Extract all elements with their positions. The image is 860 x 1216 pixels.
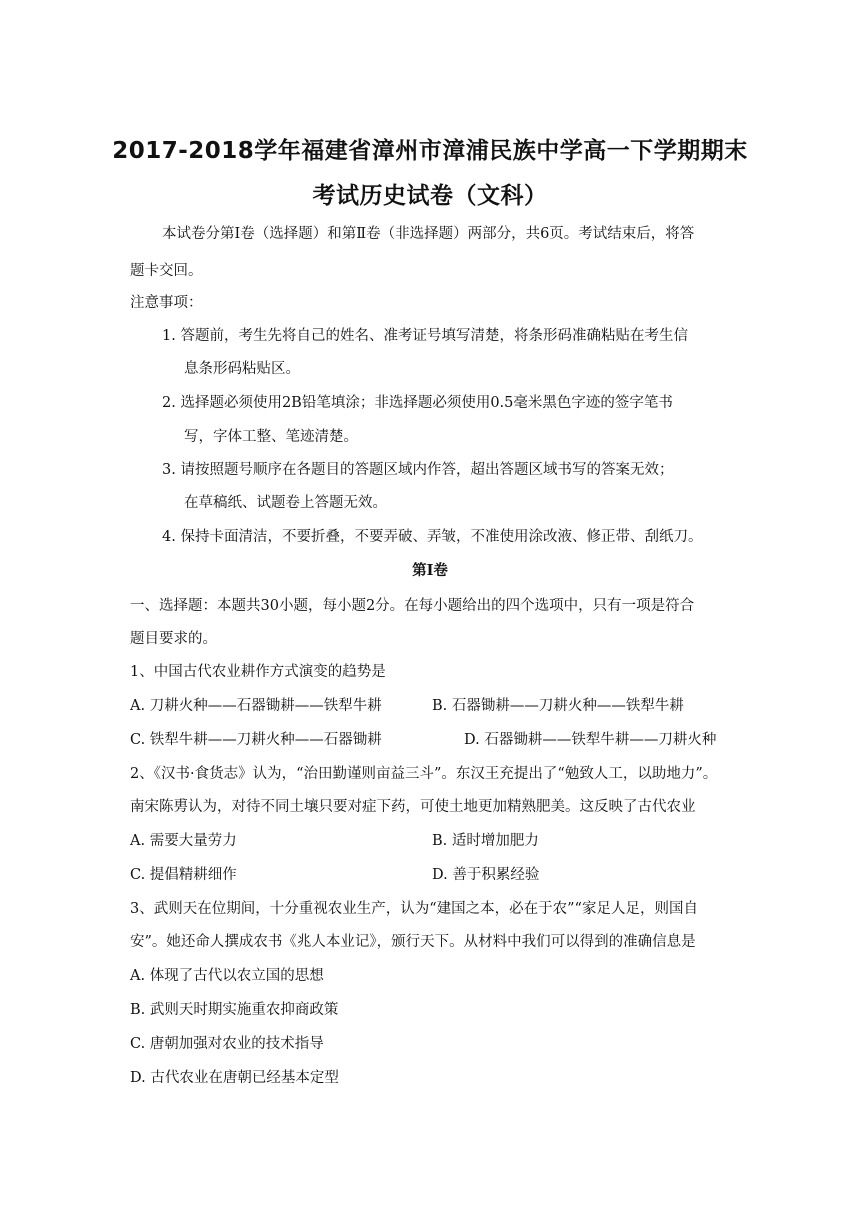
note-3-line-1: 3. 请按照题号顺序在各题目的答题区域内作答，超出答题区域书写的答案无效；	[162, 462, 674, 478]
question-1-option-c: C. 铁犁牛耕——刀耕火种——石器锄耕	[130, 732, 382, 748]
note-2-line-1: 2. 选择题必须使用2B铅笔填涂；非选择题必须使用0.5毫米黑色字迹的签字笔书	[162, 395, 673, 411]
note-2-line-2: 写，字体工整、笔迹清楚。	[184, 429, 358, 445]
notes-heading: 注意事项：	[130, 295, 203, 311]
question-3-option-a: A. 体现了古代以农立国的思想	[130, 968, 324, 984]
intro-line-2: 题卡交回。	[130, 263, 203, 279]
part1-instructions-line-1: 一、选择题：本题共30小题，每小题2分。在每小题给出的四个选项中，只有一项是符合	[130, 598, 695, 614]
question-2-option-c: C. 提倡精耕细作	[130, 867, 237, 883]
note-1-line-2: 息条形码粘贴区。	[184, 361, 300, 377]
question-3-option-c: C. 唐朝加强对农业的技术指导	[130, 1036, 324, 1052]
question-2-option-d: D. 善于积累经验	[432, 867, 540, 883]
question-1-option-d: D. 石器锄耕——铁犁牛耕——刀耕火种	[464, 732, 717, 748]
question-1-option-b: B. 石器锄耕——刀耕火种——铁犁牛耕	[432, 698, 684, 714]
question-2-stem-line-2: 南宋陈旉认为，对待不同土壤只要对症下药，可使土地更加精熟肥美。这反映了古代农业	[130, 799, 696, 815]
question-2-option-b: B. 适时增加肥力	[432, 833, 539, 849]
question-2-option-a: A. 需要大量劳力	[130, 833, 237, 849]
question-3-option-b: B. 武则天时期实施重农抑商政策	[130, 1002, 339, 1018]
question-1-option-a: A. 刀耕火种——石器锄耕——铁犁牛耕	[130, 698, 382, 714]
question-1-stem: 1、中国古代农业耕作方式演变的趋势是	[130, 664, 386, 680]
question-3-option-d: D. 古代农业在唐朝已经基本定型	[130, 1070, 339, 1086]
exam-title-line-2: 考试历史试卷（文科）	[312, 183, 548, 209]
section-title: 第Ⅰ卷	[412, 562, 448, 579]
exam-title-line-1: 2017-2018学年福建省漳州市漳浦民族中学高一下学期期末	[112, 138, 748, 164]
question-3-stem-line-1: 3、武则天在位期间，十分重视农业生产，认为“建国之本，必在于农”“家足人足，则国自	[130, 901, 698, 917]
intro-line-1: 本试卷分第Ⅰ卷（选择题）和第Ⅱ卷（非选择题）两部分，共6页。考试结束后，将答	[162, 226, 695, 242]
note-4-line-1: 4. 保持卡面清洁，不要折叠，不要弄破、弄皱，不准使用涂改液、修正带、刮纸刀。	[162, 529, 703, 545]
part1-instructions-line-2: 题目要求的。	[130, 631, 217, 647]
note-1-line-1: 1. 答题前，考生先将自己的姓名、准考证号填写清楚，将条形码准确粘贴在考生信	[162, 328, 688, 344]
question-2-stem-line-1: 2、《汉书·食货志》认为，“治田勤谨则亩益三斗”。东汉王充提出了“勉致人工，以助地力”。	[130, 766, 718, 782]
note-3-line-2: 在草稿纸、试题卷上答题无效。	[184, 495, 387, 511]
question-3-stem-line-2: 安”。她还命人撰成农书《兆人本业记》，颁行天下。从材料中我们可以得到的准确信息是	[130, 934, 696, 950]
